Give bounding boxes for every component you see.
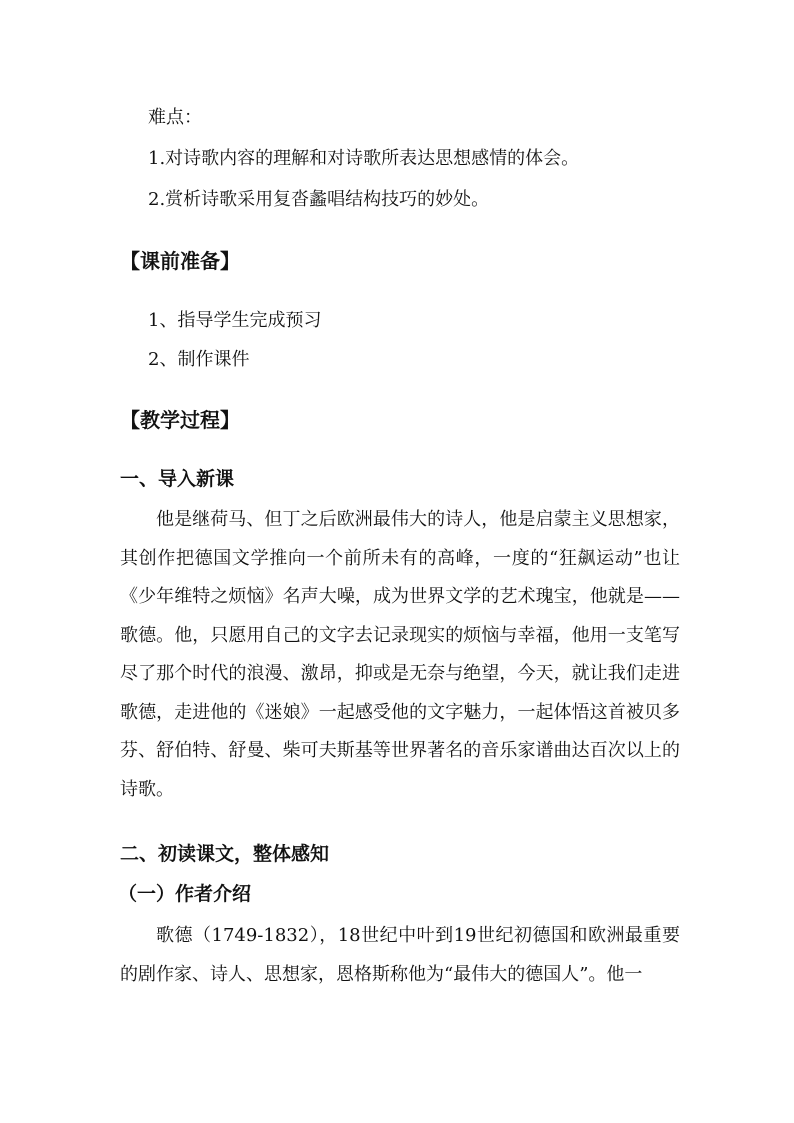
difficulty-item-2: 2.赏析诗歌采用复沓蠡唱结构技巧的妙处。 (148, 189, 490, 210)
preparation-item-2: 2、制作课件 (148, 349, 250, 370)
preparation-item-1: 1、指导学生完成预习 (148, 310, 322, 331)
section1-paragraph: 他是继荷马、但丁之后欧洲最伟大的诗人，他是启蒙主义思想家，其创作把德国文学推向一个前所未有的高峰，一度的“狂飙运动”也让《少年维特之烦恼》名声大噪，成为世界文学的艺术瑰宝，他就是——歌德。他，只愿用自己的文字去记录现实的烦恼与幸福，他用一支笔写尽了那个时代的浪漫、激昂，抑或是无奈与绝望，今天，就让我们走进歌德，走进他的《迷娘》一起感受他的文字魅力，一起体悟这首被贝多芬、舒伯特、舒曼、柴可夫斯基等世界著名的音乐家谱曲达百次以上的诗歌。 (120, 509, 680, 800)
author-intro-paragraph: 歌德（1749-1832），18世纪中叶到19世纪初德国和欧洲最重要的剧作家、诗人、思想家，恩格斯称他为“最伟大的德国人”。他一 (120, 925, 680, 985)
author-intro-subheading: （一）作者介绍 (118, 883, 252, 905)
difficulties-label: 难点： (148, 107, 202, 128)
section1-heading: 一、导入新课 (120, 468, 235, 490)
difficulty-item-1: 1.对诗歌内容的理解和对诗歌所表达思想感情的体会。 (148, 148, 580, 169)
section2-heading: 二、初读课文，整体感知 (120, 843, 330, 865)
process-title: 【教学过程】 (120, 408, 240, 432)
preparation-title: 【课前准备】 (120, 249, 240, 273)
